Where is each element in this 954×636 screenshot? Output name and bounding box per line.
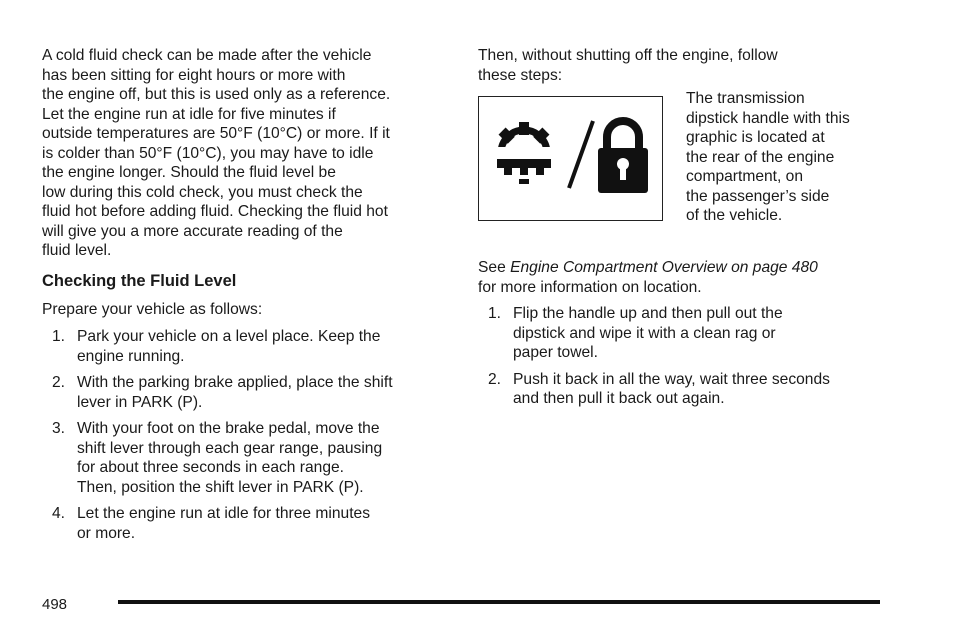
figure-caption [686,89,896,226]
text-line: Flip the handle up and then pull out the [513,305,783,322]
text-line: graphic is located at [686,129,825,146]
text-line: of the vehicle. [686,207,783,224]
text-line: With the parking brake applied, place the shift [77,374,393,391]
step-number: 3. [52,420,66,437]
preparation-steps [42,327,452,543]
cross-reference-link[interactable]: Engine Compartment Overview on page 480 [510,259,818,276]
text-line: Push it back in all the way, wait three seconds [513,370,830,388]
list-item [478,304,888,363]
text-line: dipstick handle with this [686,109,850,127]
text-line: low during this cold check, you must check the [42,183,363,201]
step-number: 1. [488,305,502,322]
list-item [478,370,888,409]
text-line: The transmission [686,90,805,107]
see-reference-paragraph [478,258,888,297]
dipstick-steps [478,304,888,409]
text-line: and then pull it back out again. [513,390,725,407]
see-prefix: See [478,259,511,276]
dipstick-symbol-figure [478,96,663,221]
text-line: is colder than 50°F (10°C), you may have to idle [42,144,374,162]
text-line: compartment, on [686,168,804,185]
figure-graphic [479,97,661,219]
text-line: fluid level. [42,242,112,259]
text-line: A cold fluid check can be made after the vehicle [42,47,372,64]
text-line: for more information on location. [478,278,702,296]
text-line: the passenger’s side [686,187,830,205]
text-line: dipstick and wipe it with a clean rag or [513,324,776,342]
slash-divider [569,121,593,188]
text-line: Park your vehicle on a level place. Keep the [77,328,381,345]
text-line: for about three seconds in each range. [77,459,345,476]
list-item [42,373,452,412]
footer-rule [118,600,880,604]
list-item [42,504,452,543]
text-line: the engine longer. Should the fluid level be [42,164,336,181]
step-number: 1. [52,328,66,345]
lock-icon [598,121,648,193]
right-column [478,46,888,416]
text-line [478,258,888,278]
text-line: paper towel. [513,344,598,361]
text-line: these steps: [478,66,563,84]
text-line: shift lever through each gear range, pausing [77,439,383,457]
text-line: lever in PARK (P). [77,393,203,411]
section-heading: Checking the Fluid Level [42,271,237,290]
text-line: Let the engine run at idle for five minutes if [42,105,336,123]
text-line: outside temperatures are 50°F (10°C) or more. If it [42,125,390,142]
list-item [42,419,452,497]
list-item [42,327,452,366]
text-line: Then, position the shift lever in PARK (P). [77,478,364,496]
text-line: engine running. [77,347,185,365]
text-line: Let the engine run at idle for three minutes [77,505,370,522]
then-paragraph [478,46,888,85]
figure-row [478,90,888,246]
text-line: Then, without shutting off the engine, follow [478,47,778,64]
left-column [42,46,452,550]
text-line: With your foot on the brake pedal, move the [77,420,380,437]
text-line: the engine off, but this is used only as a reference. [42,86,391,103]
text-line: the rear of the engine [686,148,835,166]
text-line: or more. [77,524,136,542]
text-line: has been sitting for eight hours or more with [42,66,346,84]
page-number: 498 [42,596,68,613]
gear-icon [493,122,555,184]
step-number: 2. [52,374,66,391]
text-line: will give you a more accurate reading of the [42,222,343,240]
step-number: 2. [488,370,502,388]
cold-check-paragraph [42,46,452,261]
text-line: fluid hot before adding fluid. Checking the fluid hot [42,203,388,220]
prepare-text: Prepare your vehicle as follows: [42,300,263,318]
step-number: 4. [52,505,66,522]
